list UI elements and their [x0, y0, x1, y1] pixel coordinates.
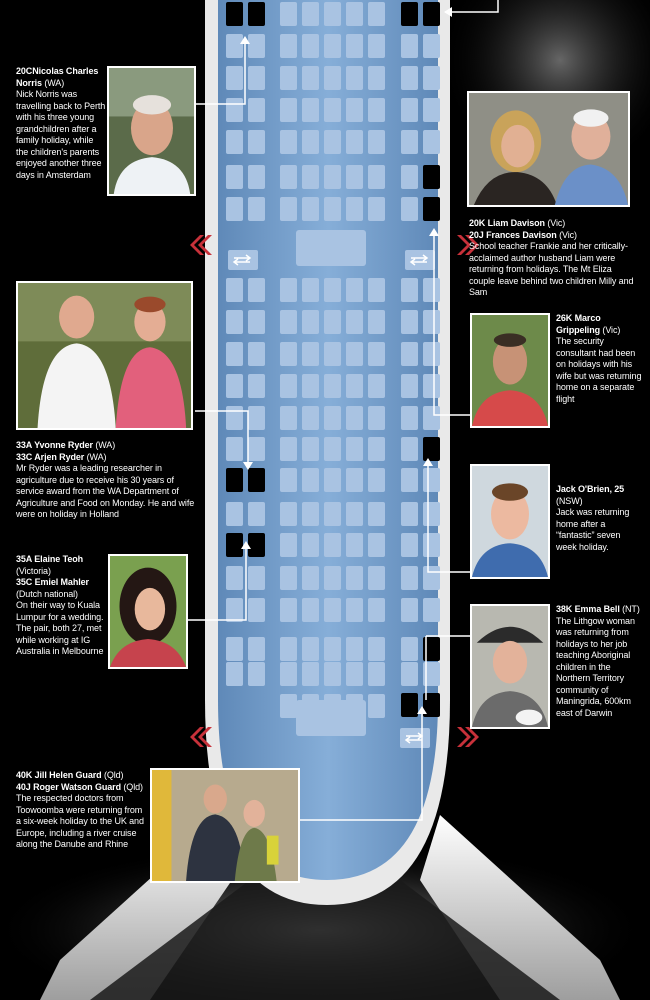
exit-marker: [400, 728, 430, 748]
seat: [346, 66, 363, 90]
passenger-description: Nick Norris was travelling back to Perth with his three young grandchildren after a family holiday, while the children's parents enjoyed another three days in Amsterdam: [16, 89, 106, 180]
seat: [324, 98, 341, 122]
passenger-region: (Dutch national): [16, 588, 78, 599]
seat: [248, 662, 265, 686]
seat: [401, 566, 418, 590]
passenger-region: (Vic): [559, 229, 577, 240]
seat: [324, 130, 341, 154]
caption-teoh: [16, 554, 106, 658]
passenger-region: (Vic): [602, 324, 621, 335]
passenger-description: Mr Ryder was a leading researcher in agriculture due to receive his 30 years of service award from the WA Department of Agriculture and Food on Monday. He and wife were on holiday in Holland: [16, 463, 195, 519]
seat: [346, 637, 363, 661]
seat: [423, 66, 440, 90]
passenger-name: Nicolas Charles Norris: [16, 66, 99, 88]
seat: [346, 342, 363, 366]
seat: [401, 502, 418, 526]
seat: [368, 278, 385, 302]
passenger-name: 40K Jill Helen Guard: [16, 770, 102, 780]
seat: [226, 342, 243, 366]
passenger-description: Jack was returning home after a “fantastic” seven week holiday.: [556, 507, 630, 552]
seat: [324, 2, 341, 26]
seat: [248, 566, 265, 590]
passenger-name: 20J Frances Davison: [469, 229, 557, 240]
seat: [248, 66, 265, 90]
seat: [368, 502, 385, 526]
galley-block: [296, 230, 366, 266]
seat: [280, 98, 297, 122]
seat: [368, 374, 385, 398]
seat: [368, 310, 385, 334]
seat: [248, 598, 265, 622]
seat: [302, 533, 319, 557]
seat: [302, 278, 319, 302]
seat: [248, 502, 265, 526]
seat: [226, 278, 243, 302]
seat: [280, 598, 297, 622]
photo-norris: [107, 66, 196, 196]
seat: [423, 406, 440, 430]
seat: [280, 502, 297, 526]
seat: [324, 342, 341, 366]
seat: [401, 468, 418, 492]
seat: [302, 34, 319, 58]
passenger-name: 20C: [16, 66, 33, 76]
seat: [280, 197, 297, 221]
passenger-description: The security consultant had been on holidays with his wife but was returning home on a separate flight: [556, 336, 642, 404]
seat: [302, 130, 319, 154]
seat: [226, 66, 243, 90]
photo-gripp: [470, 313, 550, 428]
seat: [248, 637, 265, 661]
seat: [423, 310, 440, 334]
seat: [280, 66, 297, 90]
seat: [401, 66, 418, 90]
seat: [401, 598, 418, 622]
passenger-name: 33C Arjen Ryder: [16, 451, 85, 462]
seat: [401, 310, 418, 334]
seat: [401, 693, 418, 717]
seat: [423, 533, 440, 557]
seat: [368, 66, 385, 90]
passenger-name: 35C Emiel Mahler: [16, 577, 89, 587]
passenger-name: 40J Roger Watson Guard: [16, 781, 121, 792]
seat: [346, 310, 363, 334]
seat: [226, 2, 243, 26]
seat: [302, 197, 319, 221]
passenger-region: (NT): [622, 604, 640, 614]
seat: [401, 374, 418, 398]
seat: [324, 197, 341, 221]
seat: [226, 165, 243, 189]
seat: [368, 197, 385, 221]
seat: [302, 598, 319, 622]
seat: [401, 637, 418, 661]
seat: [401, 130, 418, 154]
photo-davison: [467, 91, 630, 207]
seat: [324, 637, 341, 661]
seat: [302, 98, 319, 122]
exit-marker: [228, 250, 258, 270]
seat: [346, 278, 363, 302]
passenger-name: 33A Yvonne Ryder: [16, 440, 93, 450]
seat: [248, 197, 265, 221]
seat: [324, 66, 341, 90]
seat: [324, 662, 341, 686]
seat: [248, 310, 265, 334]
seat: [423, 437, 440, 461]
seat: [226, 533, 243, 557]
seat: [280, 468, 297, 492]
seat: [346, 533, 363, 557]
seat: [346, 98, 363, 122]
passenger-region: (Qld): [123, 781, 143, 792]
seat: [302, 406, 319, 430]
seat: [423, 34, 440, 58]
photo-obrien: [470, 464, 550, 579]
passenger-name: 20K Liam Davison: [469, 218, 545, 228]
seat: [280, 566, 297, 590]
seat: [248, 2, 265, 26]
seat: [226, 310, 243, 334]
seat: [248, 533, 265, 557]
seat: [423, 374, 440, 398]
caption-norris: [16, 66, 106, 181]
exit-marker: [405, 250, 435, 270]
seat: [226, 502, 243, 526]
seat: [248, 406, 265, 430]
seat: [280, 278, 297, 302]
seat: [248, 34, 265, 58]
seat: [368, 342, 385, 366]
passenger-description: School teacher Frankie and her critically-acclaimed author husband Liam were returning from holidays. The Mt Eliza couple leave behind two children Milly and Sam: [469, 241, 634, 297]
seat: [302, 2, 319, 26]
seat: [401, 662, 418, 686]
passenger-name: 35A Elaine Teoh: [16, 554, 84, 564]
seat: [324, 533, 341, 557]
seat: [346, 197, 363, 221]
seat: [302, 165, 319, 189]
caption-ryder: [16, 440, 196, 521]
seat: [346, 406, 363, 430]
seat: [368, 694, 385, 718]
seat: [248, 130, 265, 154]
seat: [280, 637, 297, 661]
seat: [401, 437, 418, 461]
photo-guard: [150, 768, 300, 883]
passenger-name: 38K Emma Bell: [556, 604, 620, 614]
galley-block: [296, 700, 366, 736]
seat: [401, 98, 418, 122]
seat: [324, 566, 341, 590]
seat: [324, 406, 341, 430]
seat: [226, 34, 243, 58]
seat: [248, 165, 265, 189]
seat: [324, 502, 341, 526]
seat: [346, 130, 363, 154]
seat: [324, 165, 341, 189]
passenger-region: (WA): [95, 440, 116, 450]
seat: [368, 406, 385, 430]
passenger-description: The Lithgow woman was returning from holidays to her job teaching Aboriginal children in the Northern Territory community of Maningrida, 600km east of Darwin: [556, 615, 635, 718]
seat: [226, 637, 243, 661]
seat: [324, 278, 341, 302]
seat: [368, 533, 385, 557]
seat: [280, 34, 297, 58]
seat: [226, 598, 243, 622]
passenger-region: (Vic): [547, 218, 566, 228]
seat: [346, 2, 363, 26]
seat: [226, 197, 243, 221]
seat: [248, 342, 265, 366]
seat: [401, 406, 418, 430]
seat: [423, 278, 440, 302]
seat: [248, 468, 265, 492]
passenger-description: On their way to Kuala Lumpur for a wedding. The pair, both 27, met while working at IG Australia in Melbourne: [16, 600, 104, 656]
seat: [226, 437, 243, 461]
passenger-name: Jack O'Brien, 25: [556, 484, 625, 494]
seat: [423, 2, 440, 26]
seat: [368, 165, 385, 189]
seat: [423, 342, 440, 366]
seat: [248, 98, 265, 122]
caption-obrien: [556, 484, 642, 553]
seat: [280, 2, 297, 26]
seat: [401, 533, 418, 557]
seat: [423, 502, 440, 526]
seat: [302, 502, 319, 526]
seat: [368, 566, 385, 590]
seat: [368, 598, 385, 622]
seat: [280, 130, 297, 154]
seat: [368, 2, 385, 26]
seat: [226, 98, 243, 122]
seat: [368, 662, 385, 686]
seat: [324, 374, 341, 398]
seat: [226, 468, 243, 492]
seat: [368, 637, 385, 661]
seat: [324, 598, 341, 622]
caption-davison: [469, 218, 639, 299]
seat: [346, 598, 363, 622]
seat: [226, 662, 243, 686]
seat: [280, 374, 297, 398]
passenger-region: (WA): [86, 451, 107, 462]
seat: [302, 342, 319, 366]
seat: [423, 165, 440, 189]
seat: [302, 310, 319, 334]
passenger-description: The respected doctors from Toowoomba were returning from a six-week holiday to the UK and Europe, including a river cruise along the Danube and Rhine: [16, 793, 144, 849]
seat: [280, 406, 297, 430]
seat: [423, 598, 440, 622]
seat: [324, 437, 341, 461]
seat: [346, 374, 363, 398]
seat: [302, 637, 319, 661]
seat: [324, 468, 341, 492]
seat: [346, 468, 363, 492]
seat: [401, 2, 418, 26]
passenger-region: (WA): [44, 77, 65, 88]
seat: [226, 374, 243, 398]
seat: [302, 468, 319, 492]
seat: [302, 437, 319, 461]
seat: [324, 310, 341, 334]
seat: [280, 310, 297, 334]
seat: [401, 197, 418, 221]
passenger-region: (NSW): [556, 495, 583, 506]
seat: [368, 34, 385, 58]
seat-grid: [226, 2, 440, 718]
seat: [346, 662, 363, 686]
photo-ryder: [16, 281, 193, 430]
passenger-region: (Victoria): [16, 565, 51, 576]
seat: [226, 566, 243, 590]
passenger-name: 26K Marco Grippeling: [556, 313, 601, 335]
seat: [280, 662, 297, 686]
seat: [302, 662, 319, 686]
caption-bell: [556, 604, 644, 719]
seat: [226, 130, 243, 154]
seat: [401, 34, 418, 58]
caption-gripp: [556, 313, 642, 405]
seat: [346, 34, 363, 58]
seat: [401, 278, 418, 302]
seat: [423, 98, 440, 122]
seat: [368, 130, 385, 154]
seat: [280, 694, 297, 718]
seat: [302, 374, 319, 398]
seat: [401, 165, 418, 189]
caption-guard: [16, 770, 148, 851]
seat: [280, 533, 297, 557]
seat: [302, 566, 319, 590]
seat: [302, 66, 319, 90]
seat: [346, 437, 363, 461]
photo-bell: [470, 604, 550, 729]
seat: [248, 278, 265, 302]
photo-teoh: [108, 554, 188, 669]
seat: [346, 165, 363, 189]
seat: [368, 468, 385, 492]
seat: [324, 34, 341, 58]
seat: [423, 130, 440, 154]
seat: [423, 197, 440, 221]
seat: [280, 342, 297, 366]
seat: [346, 566, 363, 590]
seat: [368, 437, 385, 461]
seat: [346, 502, 363, 526]
seat: [423, 566, 440, 590]
seat: [423, 468, 440, 492]
seat: [280, 165, 297, 189]
seat: [248, 374, 265, 398]
seat: [280, 437, 297, 461]
seat: [248, 437, 265, 461]
passenger-region: (Qld): [103, 770, 124, 780]
seat: [226, 406, 243, 430]
seat: [368, 98, 385, 122]
seat: [401, 342, 418, 366]
